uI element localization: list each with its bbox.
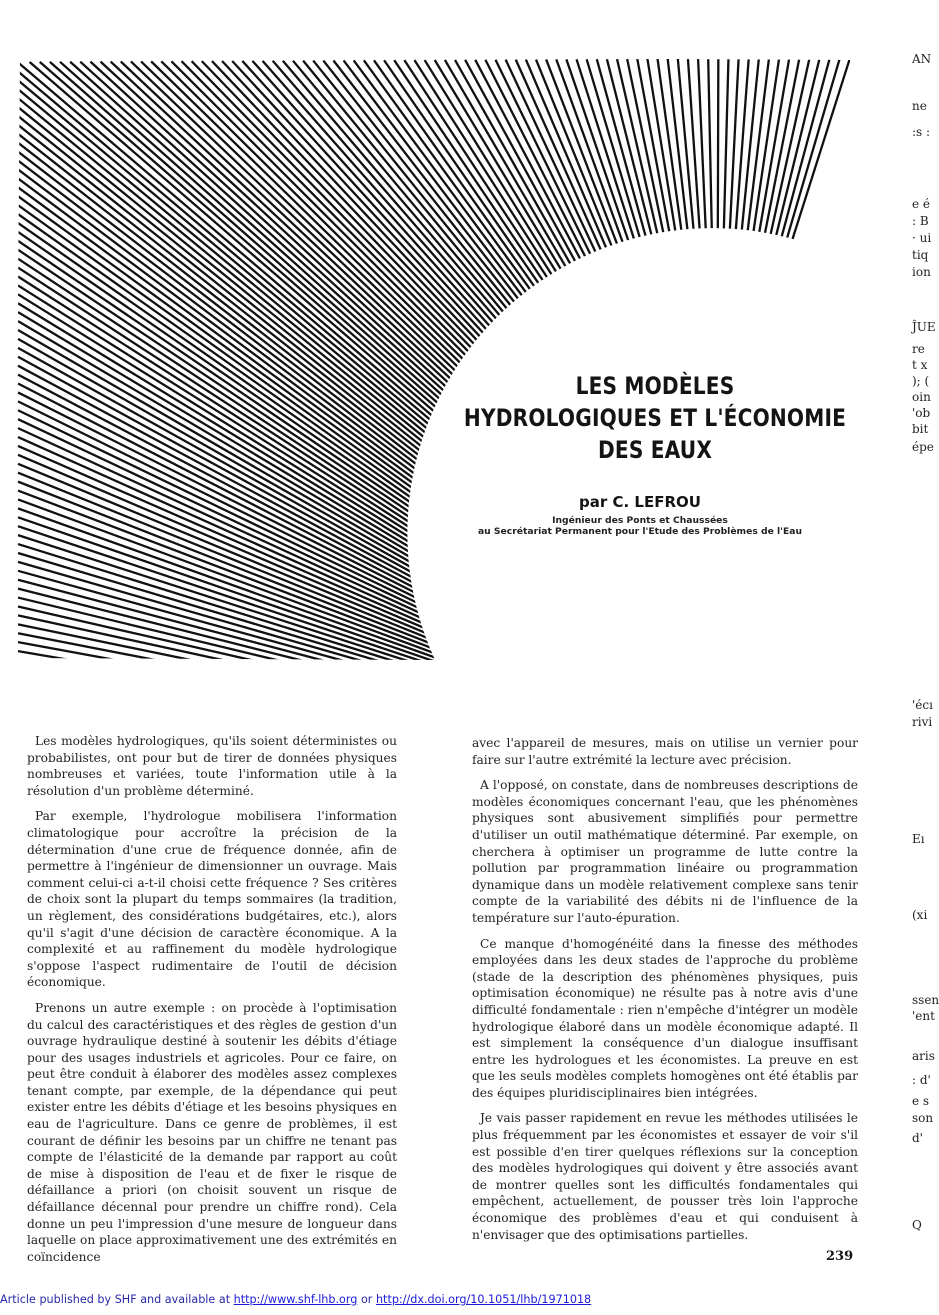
decorative-ray (18, 491, 463, 660)
decorative-ray (18, 660, 482, 734)
decorative-ray (496, 60, 634, 342)
decorative-ray (668, 59, 698, 319)
decorative-ray (658, 59, 694, 320)
title-line-2: HYDROLOGIQUES ET L'ÉCONOMIE (463, 404, 847, 432)
decorative-ray (18, 580, 470, 700)
decorative-ray (722, 59, 729, 314)
paragraph: Les modèles hydrologiques, qu'ils soient déterministes ou probabilistes, ont pour but de tirer de données physiques nombreuses et variées, toute l'information utile à la résolution d'un problème déterminé. (27, 734, 397, 798)
decorative-ray (766, 58, 840, 310)
title-line-1: LES MODÈLES (575, 372, 735, 400)
paragraph: Ce manque d'homogénéité dans la finesse des méthodes employées dans les deux stades de l'approche du problème (stade de la description des phénomènes physiques, puis optimisation économique) ne résulte pas à notre avis d'une difficulté fondamentale : rien n'empêche d'intégrer un modèle hydrologique élaboré dans un modèle économique adapté. Il est simplement la conséquence d'un dialogue insuffisant entre les hydrologues et les économistes. La preuve en est que les seuls modèles complets homogènes ont été établis par des équipes pluridisciplinaires bien intégrées. (472, 936, 858, 1100)
decorative-ray (18, 553, 467, 688)
page-number: 239 (826, 1249, 854, 1264)
fragment: oin (912, 390, 931, 404)
fragment: Q (912, 1218, 922, 1232)
decorative-ray (18, 187, 475, 523)
fragment: re (912, 342, 925, 356)
decorative-ray (536, 60, 648, 336)
fragment: 'ent (912, 1009, 935, 1023)
decorative-ray (394, 60, 598, 362)
paragraph: avec l'appareil de mesures, mais on utilise un vernier pour faire sur l'autre extrémité la lecture avec précision. (472, 736, 858, 767)
title-line-3: DES EAUX (597, 436, 713, 464)
fragment: ssen (912, 993, 939, 1007)
fragment: e é (912, 197, 931, 211)
fragment: e s (912, 1094, 930, 1108)
body-column-right (472, 735, 858, 1252)
decorative-ray (242, 61, 551, 401)
adjacent-page-fragments (904, 0, 939, 1315)
fragment: : d' (912, 1073, 931, 1087)
decorative-ray (18, 642, 479, 726)
decorative-ray (738, 58, 769, 311)
fragment: t x (912, 358, 928, 372)
author-byline: par C. LEFROU (579, 493, 701, 511)
fragment: aris (912, 1049, 935, 1063)
footer-or: or (357, 1293, 376, 1306)
footer-prefix: Article published by SHF and available at (0, 1293, 234, 1306)
decorative-ray (718, 59, 719, 315)
paragraph: Je vais passer rapidement en revue les méthodes utilisées le plus fréquemment par les économistes et essayer de voir s'il est possible d'en tirer quelques réflexions sur la conception des modèles hydrologiques qui doivent y être associés avant de montrer quelles sont les difficultés fondamentales qui empêchent, actuellement, de pousser très loin l'approche économique des problèmes d'eau et qui conduisent à n'envisager que des optimisations partielles. (472, 1111, 858, 1242)
fragment: ); ( (912, 374, 930, 388)
fragment: ĴUE (912, 320, 936, 334)
fragment: Eı (912, 832, 925, 846)
paragraph: A l'opposé, on constate, dans de nombreuses descriptions de modèles économiques concernant l'eau, que les phénomènes physiques sont abusivement simplifiés pour permettre d'utiliser un outil mathématique déterminé. Par exemple, on cherchera à optimiser un programme de lutte contre la pollution par programmation linéaire ou programmation dynamique dans un modèle relativement complexe sans tenir compte de la variabilité des débits ni de l'influence de la température sur l'auto-épuration. (472, 778, 858, 925)
fragment: : B (912, 214, 929, 228)
footer-link-doi[interactable]: http://dx.doi.org/10.1051/lhb/1971018 (375, 1293, 592, 1306)
footer-citation (0, 1293, 930, 1306)
fragment: bit (912, 422, 929, 436)
article-title (420, 370, 890, 466)
fragment: ne (912, 99, 927, 113)
fragment: · ui (912, 231, 932, 245)
body-column-left (27, 733, 397, 1274)
decorative-ray (708, 59, 713, 315)
author-affiliation (440, 515, 840, 537)
fragment: (xi (912, 908, 928, 922)
paragraph: Prenons un autre exemple : on procède à l'optimisation du calcul des caractéristiques et des règles de gestion d'un ouvrage hydraulique destiné à soutenir les débits d'étiage pour des usages industriels et agricoles. Pour ce faire, on peut être conduit à élaborer des modèles assez complexes tenant compte, par exemple, de la dépendance qui peut exister entre les débits d'étiage et les besoins physiques en eau de l'agriculture. Dans ce genre de problèmes, il est courant de définir les besoins par un chiffre ne tenant pas compte de l'élasticité de la demande par rapport au coût de mise à disposition de l'eau et de fixer le risque de défaillance a priori (on choisit souvent un risque de défaillance décennal pour prendre un chiffre rond). Cela donne un peu l'impression d'une mesure de longueur dans laquelle on place approximativement une des extrémités en coïncidence (27, 1000, 397, 1264)
affiliation-line-2: au Secrétariat Permanent pour l'Etude des Problèmes de l'Eau (477, 526, 803, 537)
fragment: AN (912, 52, 932, 66)
fragment: tiq (912, 248, 929, 262)
fragment: rivi (912, 715, 933, 729)
decorative-ray (762, 58, 830, 310)
fragment: 'ob (912, 406, 931, 420)
decorative-ray (18, 276, 465, 562)
fragment: d' (912, 1131, 923, 1145)
paragraph: Par exemple, l'hydrologue mobilisera l'information climatologique pour accroître la précision de la détermination d'une crue de fréquence donnée, afin de permettre à l'ingénieur de dimensionner un ouvrage. Mais comment celui-ci a-t-il choisi cette fréquence ? Ses critères de choix sont la plupart du temps sommaires (la tradition, un règlement, des considérations budgétaires, etc.), alors qu'il s'agit d'une décision de caractère économique. A la complexité et au raffinement du modèle hydrologique s'oppose l'aspect rudimentaire de l'outil de décision économique. (27, 809, 397, 990)
decorative-ray (637, 59, 686, 322)
footer-link-shf[interactable]: http://www.shf-lhb.org (233, 1293, 358, 1306)
decorative-ray (374, 60, 591, 366)
fragment: son (912, 1111, 934, 1125)
decorative-ray (18, 651, 480, 730)
fragment: épe (912, 440, 934, 454)
decorative-ray (18, 232, 470, 543)
fragment: 'écı (912, 698, 933, 712)
fragment: :s : (912, 125, 931, 139)
decorative-ray (597, 59, 671, 326)
fragment: ion (912, 265, 931, 279)
affiliation-line-1: Ingénieur des Ponts et Chaussées (552, 515, 728, 526)
